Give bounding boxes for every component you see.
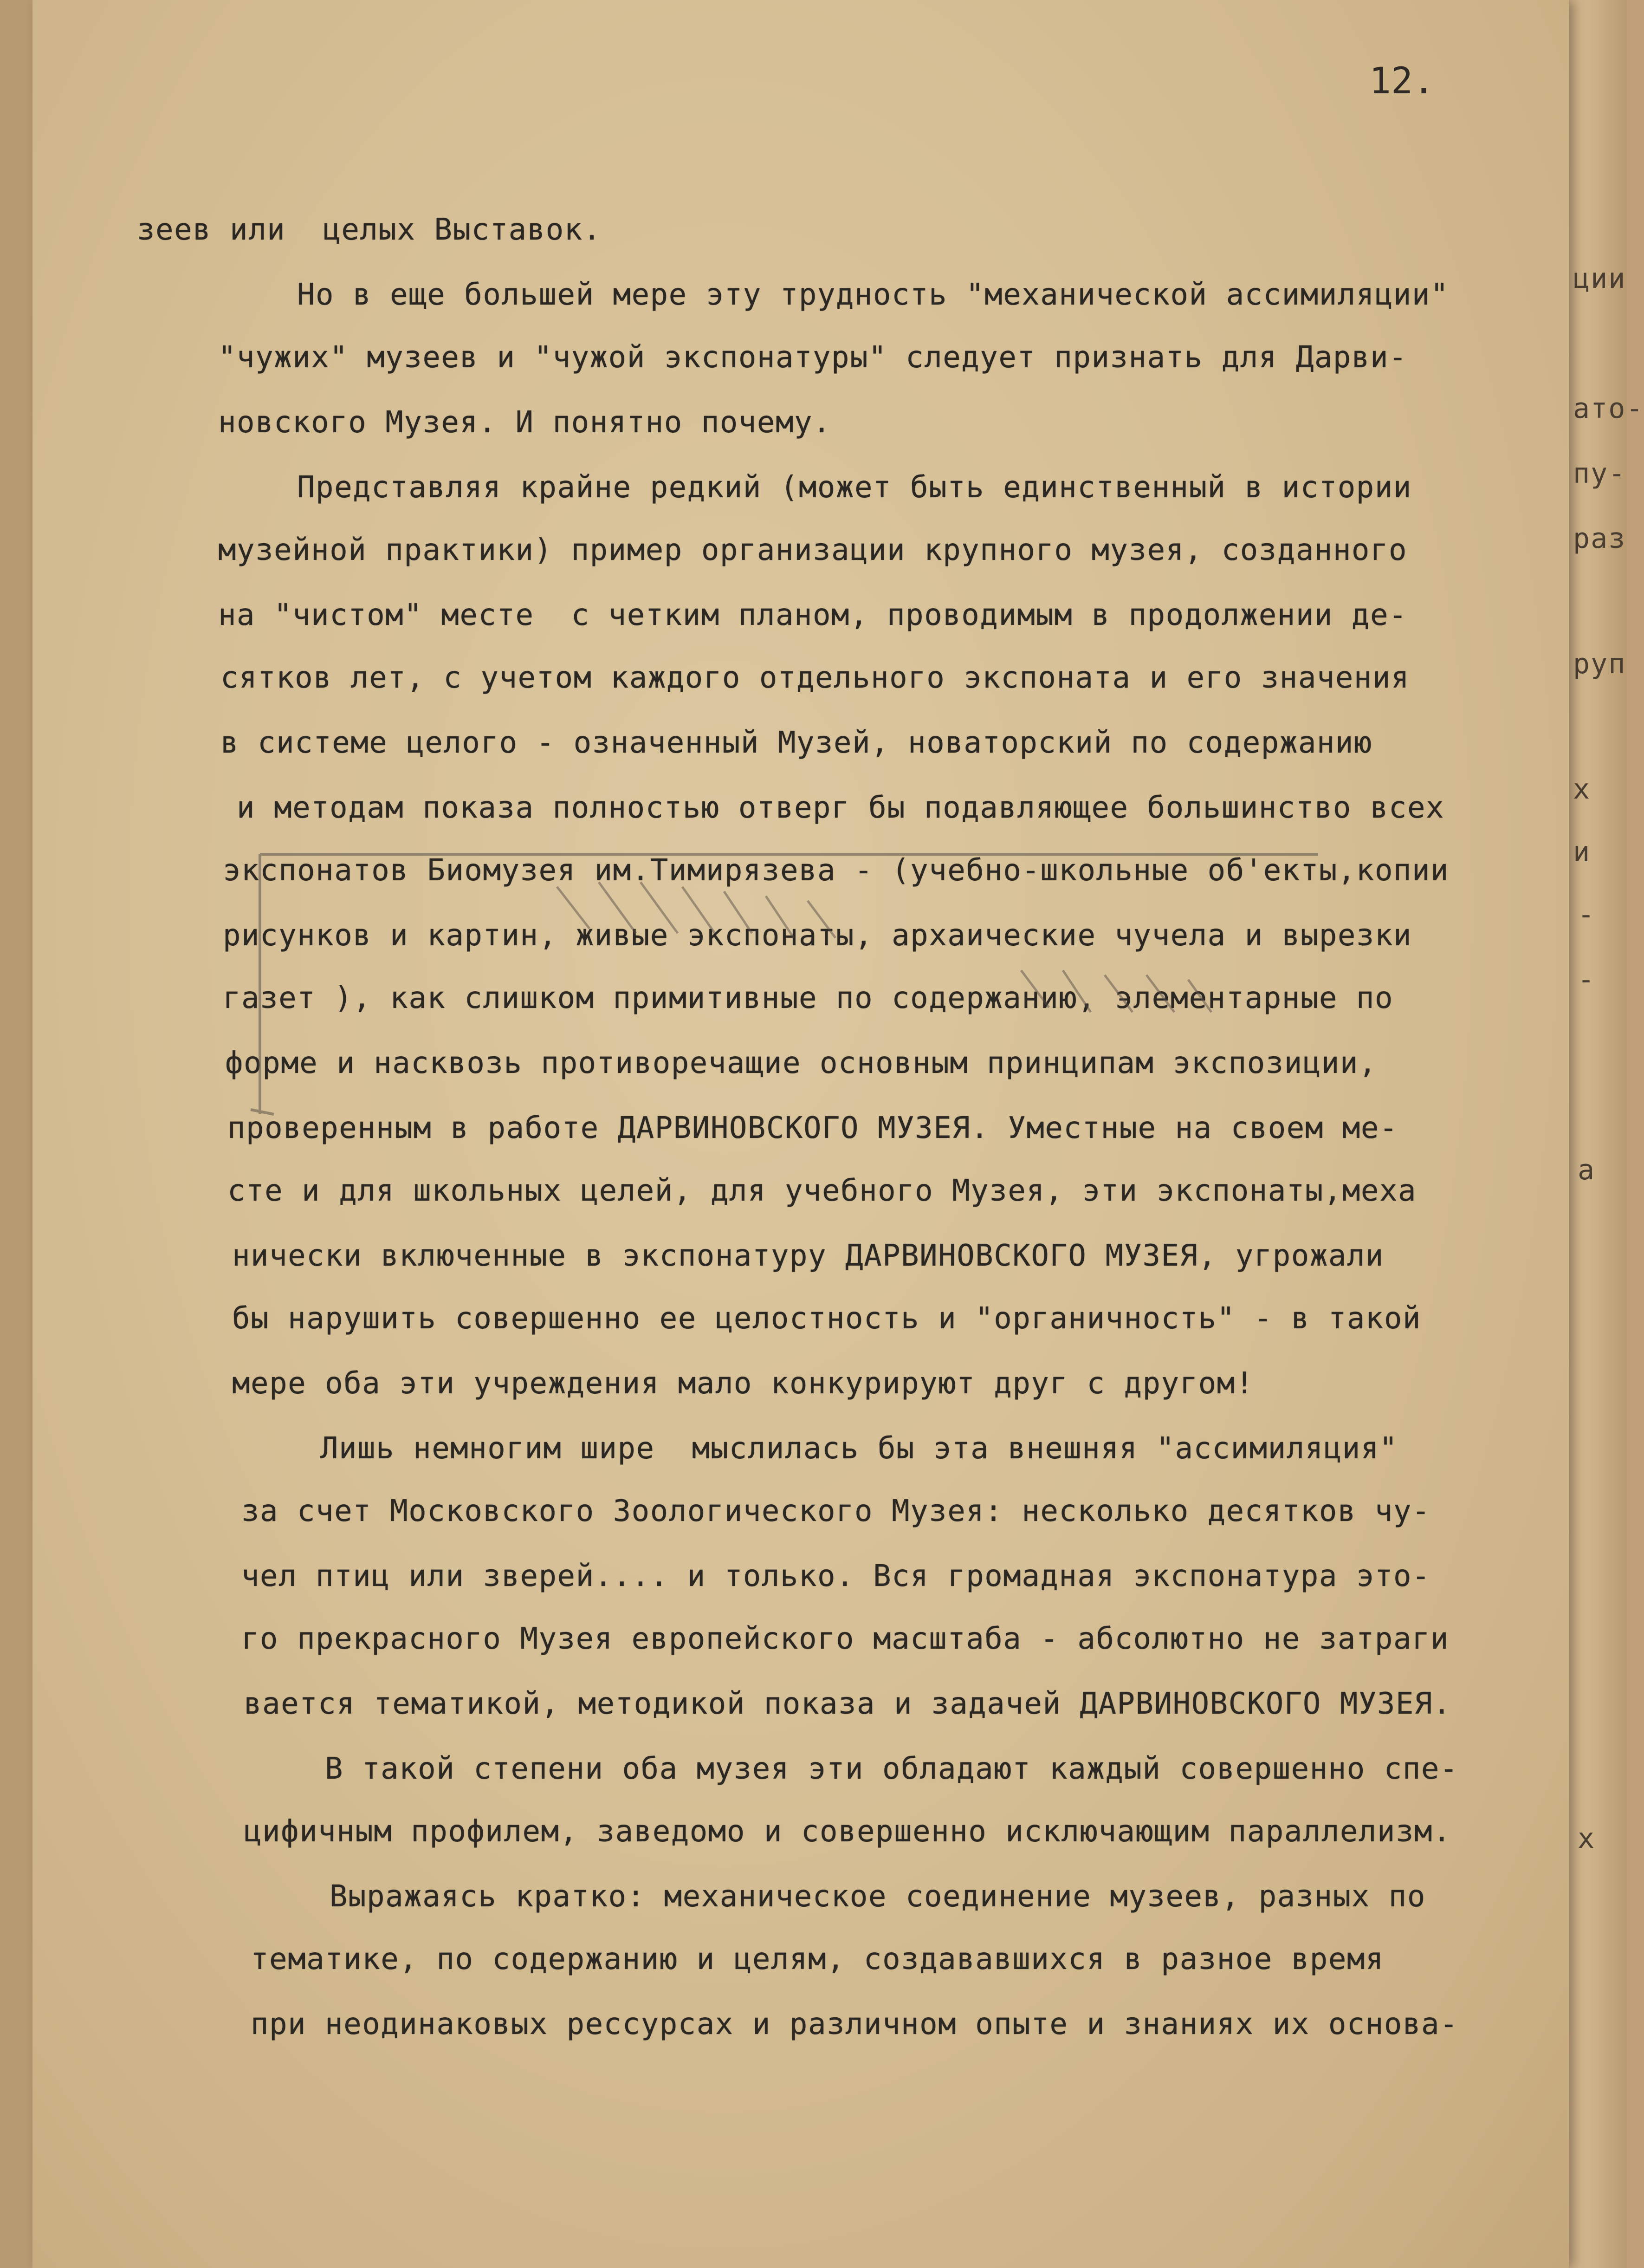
text-line-5: Представляя крайне редкий (может быть единственный в истории — [297, 470, 1412, 505]
under-fragment-7: и — [1573, 836, 1591, 868]
text-line-6: музейной практики) пример организации крупного музея, созданного — [218, 533, 1407, 567]
text-line-16: сте и для школьных целей, для учебного Музея, эти экспонаты,меха — [227, 1174, 1417, 1208]
under-fragment-6: х — [1573, 773, 1591, 806]
text-line-14: форме и насквозь противоречащие основным принципам экспозиции, — [225, 1046, 1377, 1080]
under-fragment-3: пу- — [1573, 457, 1626, 490]
under-fragment-9: - — [1578, 963, 1596, 996]
page-number: 12. — [1369, 60, 1435, 102]
under-fragment-8: - — [1578, 898, 1596, 931]
under-fragment-10: а — [1578, 1154, 1596, 1186]
under-fragment-2: ато- — [1573, 392, 1644, 425]
text-line-15: проверенным в работе ДАРВИНОВСКОГО МУЗЕЯ. Уместные на своем ме- — [227, 1111, 1398, 1145]
text-line-28: тематике, по содержанию и целям, создававшихся в разное время — [251, 1942, 1384, 1976]
text-line-21: за счет Московского Зоологического Музея: несколько десятков чу- — [241, 1494, 1430, 1528]
text-line-8: сятков лет, с учетом каждого отдельного экспоната и его значения — [220, 661, 1410, 695]
text-line-10: и методам показа полностью отверг бы подавляющее большинство всех — [237, 791, 1445, 825]
text-line-23: го прекрасного Музея европейского масштаба - абсолютно не затраги — [241, 1622, 1450, 1656]
text-line-19: мере оба эти учреждения мало конкурируют друг с другом! — [232, 1366, 1254, 1401]
text-line-17: нически включенные в экспонатуру ДАРВИНОВСКОГО МУЗЕЯ, угрожали — [232, 1239, 1384, 1273]
under-fragment-11: х — [1578, 1822, 1596, 1855]
text-line-13: газет ), как слишком примитивные по содержанию, элементарные по — [223, 981, 1393, 1015]
text-line-26: цифичным профилем, заведомо и совершенно исключающим параллелизм. — [244, 1814, 1452, 1849]
text-line-27: Выражаясь кратко: механическое соединение музеев, разных по — [330, 1879, 1426, 1914]
text-line-11: экспонатов Биомузея им.Тимирязева - (учебно-школьные об'екты,копии — [223, 853, 1450, 888]
text-line-20: Лишь немногим шире мыслилась бы эта внешняя "ассимиляция" — [320, 1431, 1398, 1466]
typewritten-page — [32, 0, 1569, 2268]
text-line-3: "чужих" музеев и "чужой экспонатуры" следует признать для Дарви- — [218, 340, 1407, 375]
text-line-24: вается тематикой, методикой показа и задачей ДАРВИНОВСКОГО МУЗЕЯ. — [244, 1687, 1452, 1721]
text-line-2: Но в еще большей мере эту трудность "механической ассимиляции" — [297, 278, 1449, 312]
pencil-bracket-mark — [232, 836, 1355, 1133]
text-line-4: новского Музея. И понятно почему. — [218, 405, 832, 440]
under-fragment-4: раз — [1573, 522, 1626, 555]
text-line-29: при неодинаковых рессурсах и различном опыте и знаниях их основа- — [251, 2007, 1459, 2041]
text-line-18: бы нарушить совершенно ее целостность и "органичность" - в такой — [232, 1301, 1421, 1336]
text-line-9: в системе целого - означенный Музей, новаторский по содержанию — [220, 726, 1372, 760]
text-line-25: В такой степени оба музея эти обладают каждый совершенно спе- — [325, 1752, 1458, 1786]
text-line-22: чел птиц или зверей.... и только. Вся громадная экспонатура это- — [241, 1559, 1430, 1593]
under-fragment-5: руп — [1573, 648, 1626, 680]
page-text — [32, 0, 1569, 2268]
under-fragment-1: ции — [1573, 262, 1626, 295]
text-line-12: рисунков и картин, живые экспонаты, архаические чучела и вырезки — [223, 918, 1412, 953]
text-line-1: зеев или целых Выставок. — [137, 213, 602, 247]
text-line-7: на "чистом" месте с четким планом, проводимым в продолжении де- — [218, 598, 1407, 632]
